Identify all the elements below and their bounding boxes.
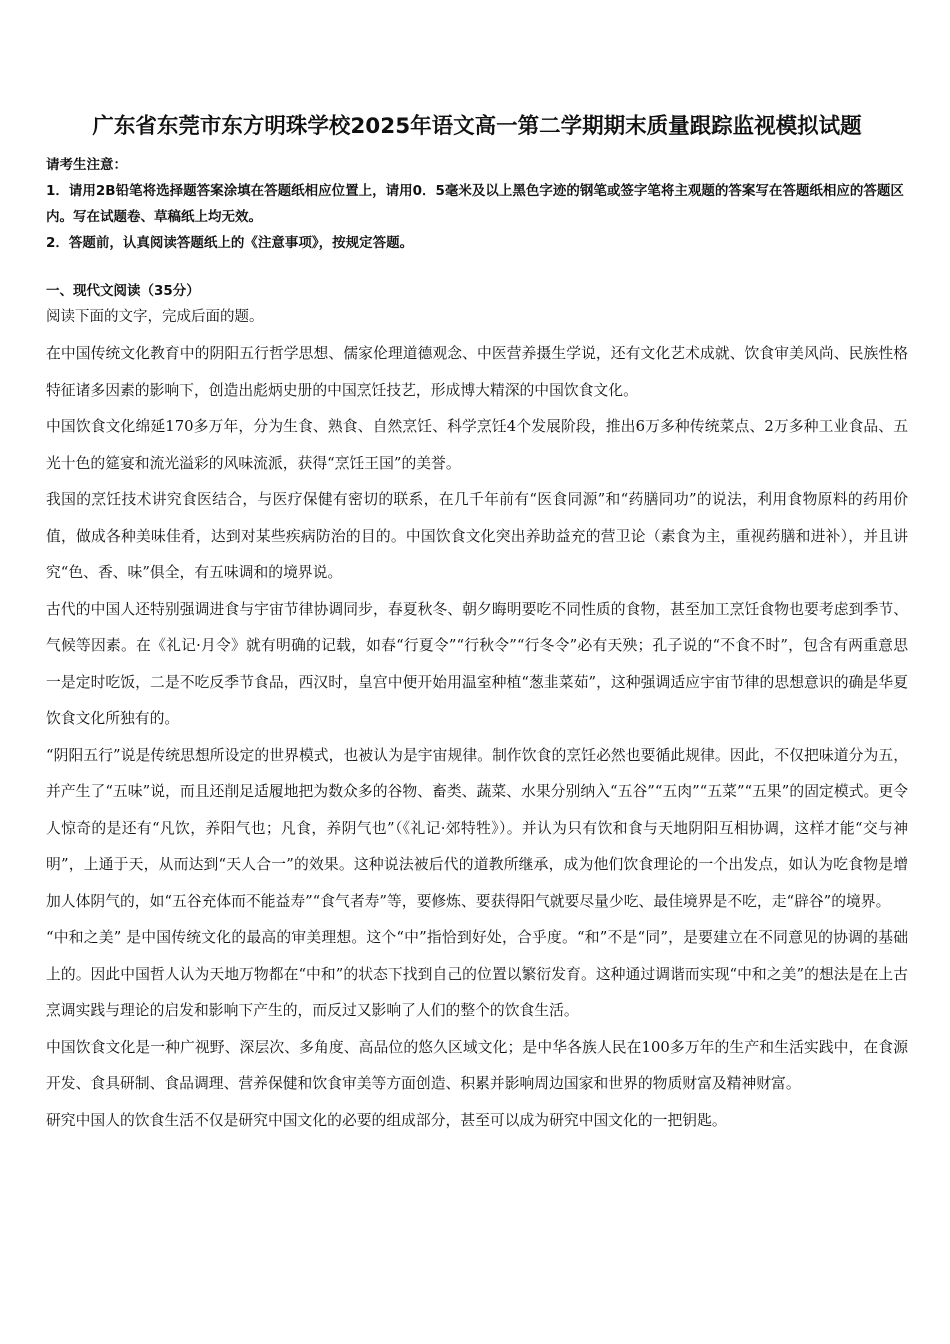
spacer [46,256,908,278]
paragraph-1: 在中国传统文化教育中的阴阳五行哲学思想、儒家伦理道德观念、中医营养摄生学说，还有文化艺术成就、饮食审美风尚、民族性格特征诸多因素的影响下，创造出彪炳史册的中国烹饪技艺，形成博大精深的中国饮食文化。 [46,345,908,399]
paragraph-7: 中国饮食文化是一种广视野、深层次、多角度、高品位的悠久区域文化；是中华各族人民在100多万年的生产和生活实践中，在食源开发、食具研制、食品调理、营养保健和饮食审美等方面创造、积累并影响周边国家和世界的物质财富及精神财富。 [46,1038,908,1092]
paragraph-8: 研究中国人的饮食生活不仅是研究中国文化的必要的组成部分，甚至可以成为研究中国文化的一把钥匙。 [46,1111,727,1129]
paragraph-2: 中国饮食文化绵延170多万年，分为生食、熟食、自然烹饪、科学烹饪4个发展阶段，推出6万多种传统菜点、2万多种工业食品、五光十色的筵宴和流光溢彩的风味流派，获得“烹饪王国”的美誉。 [46,418,908,472]
document-title: 广东省东莞市东方明珠学校2025年语文高一第二学期期末质量跟踪监视模拟试题 [92,114,862,139]
notice-item-2: 2．答题前，认真阅读答题纸上的《注意事项》，按规定答题。 [46,235,414,251]
notice-item-1: 1．请用2B铅笔将选择题答案涂填在答题纸相应位置上，请用0．5毫米及以上黑色字迹的钢笔或签字笔将主观题的答案写在答题纸相应的答题区内。写在试题卷、草稿纸上均无效。 [46,183,904,225]
notice-heading: 请考生注意： [46,157,127,173]
paragraph-3: 我国的烹饪技术讲究食医结合，与医疗保健有密切的联系，在几千年前有“医食同源”和“药膳同功”的说法，利用食物原料的药用价值，做成各种美味佳肴，达到对某些疾病防治的目的。中国饮食文化突出养助益充的营卫论（素食为主，重视药膳和进补），并且讲究“色、香、味”俱全，有五味调和的境界说。 [46,491,908,581]
paragraph-6: “中和之美” 是中国传统文化的最高的审美理想。这个“中”指恰到好处，合乎度。“和”不是“同”，是要建立在不同意见的协调的基础上的。因此中国哲人认为天地万物都在“中和”的状态下找到自己的位置以繁衍发育。这种通过调谐而实现“中和之美”的想法是在上古烹调实践与理论的启发和影响下产生的，而反过又影响了人们的整个的饮食生活。 [46,929,908,1019]
candidate-notice [46,152,908,278]
exam-page [46,112,908,1139]
paragraph-5: “阴阳五行”说是传统思想所设定的世界模式，也被认为是宇宙规律。制作饮食的烹饪必然也要循此规律。因此，不仅把味道分为五，并产生了“五味”说，而且还削足适履地把为数众多的谷物、畜类、蔬菜、水果分别纳入“五谷”“五肉”“五菜”“五果”的固定模式。更令人惊奇的是还有“凡饮，养阳气也；凡食，养阴气也”（《礼记·郊特牲》）。并认为只有饮和食与天地阴阳互相协调，这样才能“交与神明”，上通于天，从而达到“天人合一”的效果。这种说法被后代的道教所继承，成为他们饮食理论的一个出发点，如认为吃食物是增加人体阴气的，如“五谷充体而不能益寿”“食气者寿”等，要修炼、要获得阳气就要尽量少吃、最佳境界是不吃，走“辟谷”的境界。 [46,746,908,910]
section-heading: 一、现代文阅读（35分） [46,283,200,299]
section-intro: 阅读下面的文字，完成后面的题。 [46,309,264,325]
paragraph-4: 古代的中国人还特别强调进食与宇宙节律协调同步，春夏秋冬、朝夕晦明要吃不同性质的食物，甚至加工烹饪食物也要考虑到季节、气候等因素。在《礼记·月令》就有明确的记载，如春“行夏令”“行秋令”“行冬令”必有天殃；孔子说的“不食不时”，包含有两重意思一是定时吃饭，二是不吃反季节食品，西汉时，皇宫中便开始用温室种植“葱韭菜茹”，这种强调适应宇宙节律的思想意识的确是华夏饮食文化所独有的。 [46,600,908,727]
